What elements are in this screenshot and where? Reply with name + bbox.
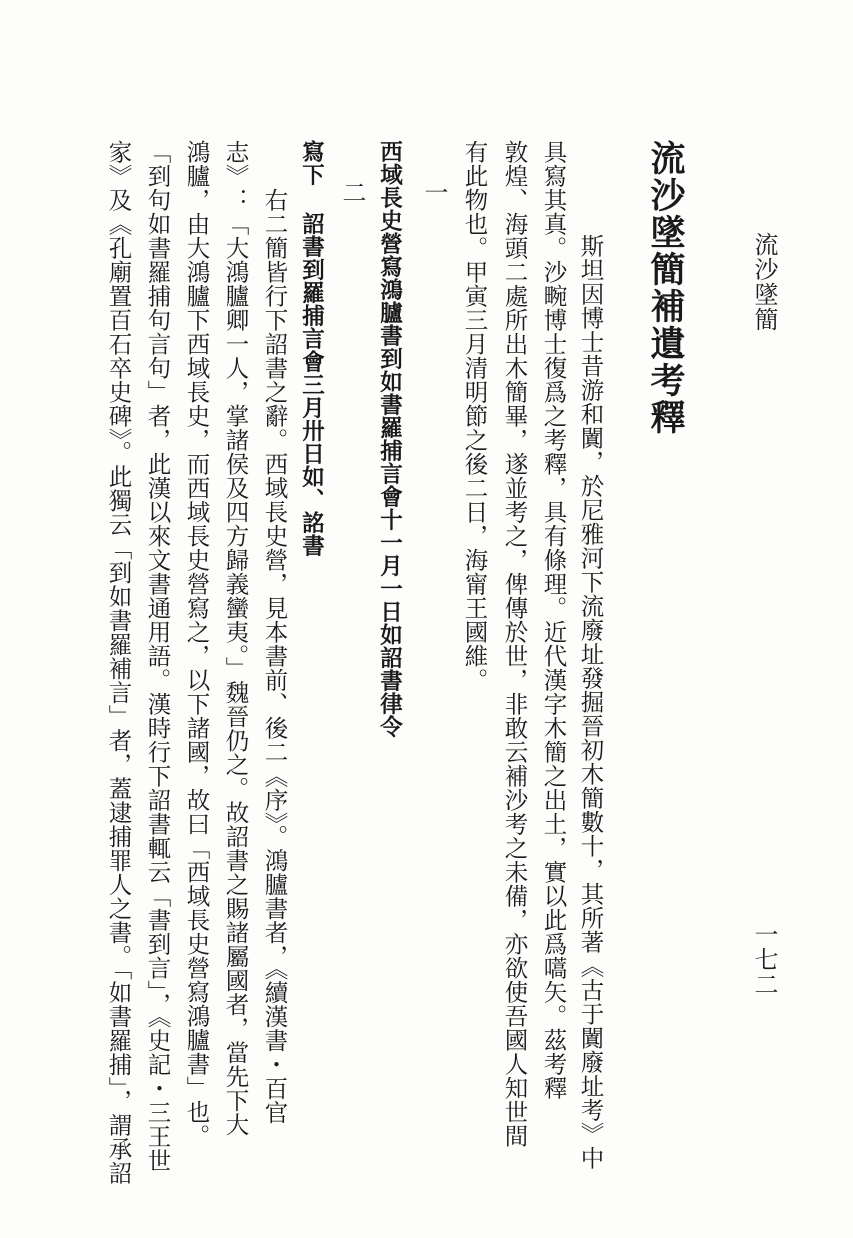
running-title: 流沙墜簡 [750,232,778,332]
section-heading-2-line-1: 詔書到羅捕言會三月卅日如、詺書 [298,212,325,557]
section-heading-2-line-2: 寫下 [298,140,325,186]
section-number-1: 一 [420,180,448,204]
commentary-line-1: 右二簡皆行下詔書之辭。西域長史營，見本書前、後二《序》。鴻臚書者，《續漢書・百官 [260,188,289,1125]
section-heading-1: 西域長史營寫鴻臚書到如書羅捕言會十一月一日如詔書律令 [376,140,403,738]
commentary-line-3: 鴻臚，由大鴻臚下西域長史，而西域長史營寫之，以下諸國，故曰「西域長史營寫鴻臚書」也。 [182,140,211,1148]
preface-line-4: 有此物也。甲寅三月清明節之後二日，海甯王國維。 [460,140,489,692]
preface-line-3: 敦煌、海頭二處所出木簡畢，遂並考之，俾傳於世，非敢云補沙考之未備，亦欲使吾國人知世間 [500,140,529,1148]
preface-line-2: 具寫其真。沙畹博士復爲之考釋，具有條理。近代漢字木簡之出土，實以此爲嚆矢。茲考釋 [539,140,568,1100]
page-title: 流沙墜簡補遺考釋 [645,140,686,436]
page-number: 一七二 [750,922,778,997]
commentary-line-2: 志》：「大鴻臚卿一人，掌諸侯及四方歸義蠻夷。」魏晉仍之。故詔書之賜諸屬國者，當先下大 [221,140,250,1137]
section-number-2: 二 [338,180,366,204]
commentary-line-5: 家》及《孔廟置百石卒史碑》。此獨云「到如書羅補言」者，蓋逮捕罪人之書。「如書羅捕」，謂承詔 [104,140,133,1185]
commentary-line-4: 「到句如書羅捕句言句」者，此漢以來文書通用語。漢時行下詔書輒云「書到言」，《史記・三王世 [143,140,172,1173]
preface-line-1: 斯坦因博士昔游和闐，於尼雅河下流廢址發掘晉初木簡數十，其所著《古于闐廢址考》中 [576,234,605,1170]
